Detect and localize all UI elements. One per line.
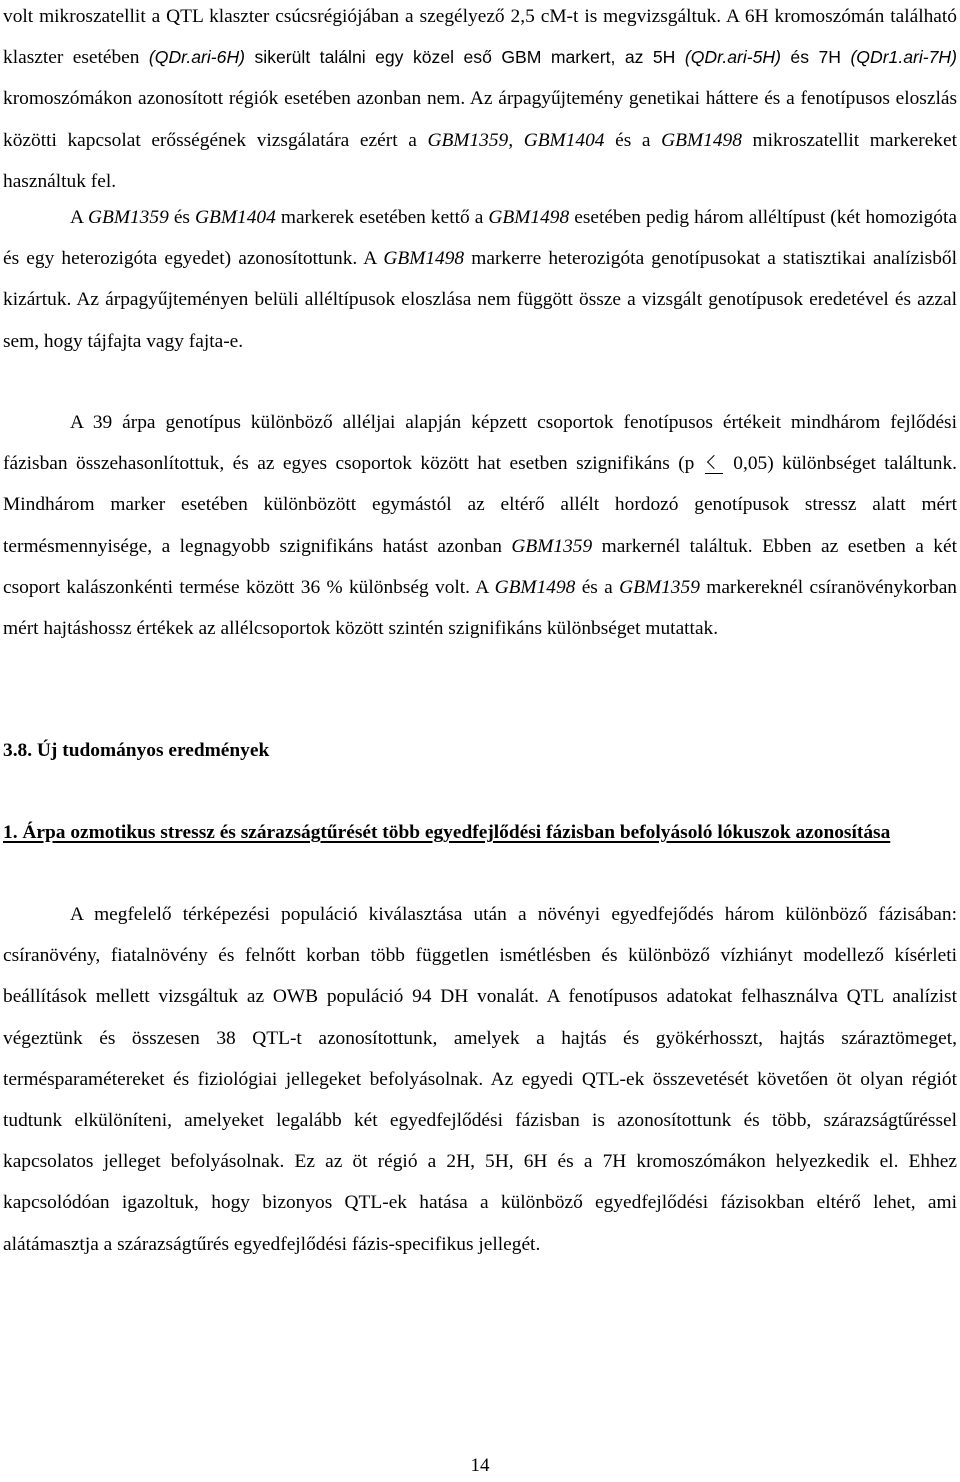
text-run: és a — [604, 129, 662, 151]
locus-name: (QDr.ari-6H) sikerült találni egy közel eső GBM markert, az 5H (QDr.ari-5H) és 7H (QDr1.ari-7H) — [148, 47, 957, 68]
marker-name: GBM1359 — [619, 576, 700, 598]
marker-name: GBM1498 — [494, 576, 576, 598]
marker-name: GBM1498 — [488, 207, 570, 228]
text-run: markerre heterozigóta genotípusokat a statisztikai analízisből kizártuk. Az árpagyűjteményen belüli alléltípusok eloszlása nem függött össze a vizsgált genotípusok eredetével és azzal sem, hogy tájfajta vagy fajta-e. — [3, 248, 957, 352]
text-run: esetében pedig három alléltípust (két homozigóta és egy heterozigóta egyedet) azonosítottunk. A — [3, 207, 957, 270]
marker-name: GBM1498 — [383, 248, 465, 270]
paragraph-phenotype-groups — [3, 402, 957, 649]
marker-name: GBM1498 — [661, 129, 742, 151]
paragraph-result-description: A megfelelő térképezési populáció kiválasztása után a növényi egyedfejődés három különböző fázisában: csíranövény, fiatalnövény és felnőtt korban több független ismétlésben és különböző vízhiányt modellező kísérleti beállítások mellett vizsgáltuk az OWB populáció 94 DH vonalát. A fenotípusos adatokat felhasználva QTL analízist végeztünk és összesen 38 QTL-t azonosítottunk, amelyek a hajtás és gyökérhosszt, hajtás száraztömeget, termésparamétereket és fiziológiai jellegeket befolyásolnak. Az egyedi QTL-ek összevetését követően öt olyan régiót tudtunk elkülöníteni, amelyeket legalább két egyedfejlődési fázisban is azonosítottunk és több, szárazságtűréssel kapcsolatos jelleget befolyásolnak. Ez az öt régió a 2H, 5H, 6H és a 7H kromoszómákon helyezkedik el. Ehhez kapcsolódóan igazoltuk, hogy bizonyos QTL-ek hatása a különböző egyedfejlődési fázisokban eltérő lehet, ami alátámasztja a szárazságtűrés egyedfejlődési fázis-specifikus jellegét. — [3, 904, 957, 1255]
section-heading: 3.8. Új tudományos eredmények — [3, 740, 270, 761]
page-number: 14 — [470, 1455, 490, 1476]
marker-name: GBM1404 — [195, 207, 276, 228]
paragraph-allele-types — [3, 197, 957, 362]
text-run: kromoszómákon azonosított régiók esetében azonban nem. Az árpagyűjtemény genetikai háttere és a fenotípusos eloszlás közötti kapcsolat erősségének vizsgálatára ezért a — [3, 88, 957, 151]
marker-name: GBM1359 — [87, 207, 169, 228]
text-run: A — [70, 207, 88, 228]
marker-name: GBM1359, GBM1404 — [427, 129, 605, 151]
text-run: mikroszatellit markereket használtuk fel. — [3, 129, 957, 192]
text-run: markernél találtuk. Ebben az esetben a két csoport kalászonkénti termése között 36 % különbség volt. A — [3, 535, 957, 598]
text-run: és a — [575, 576, 620, 598]
result-item-heading: 1. Árpa ozmotikus stressz és szárazságtűrését több egyedfejlődési fázisban befolyásoló lókuszok azonosítása — [3, 822, 891, 843]
marker-name: GBM1359 — [511, 535, 593, 557]
text-run: markerek esetében kettő a — [275, 207, 489, 228]
text-run: 0,05) különbséget találtunk. Mindhárom marker esetében különbözött egymástól az eltérő allélt hordozó genotípusok stressz alatt mért termésmennyisége, a legnagyobb szignifikáns hatást azonban — [3, 453, 957, 557]
less-than-or-equal-icon — [703, 454, 725, 470]
paragraph-qtl-cluster — [3, 0, 957, 202]
text-run: markereknél csíranövénykorban mért hajtáshossz értékek az allélcsoportok között szintén szignifikáns különbséget mutattak. — [3, 576, 957, 640]
text-run: volt mikroszatellit a QTL klaszter csúcsrégiójában a szegélyező 2,5 cM-t is megvizsgáltuk. A 6H kromoszómán található klaszter esetében — [3, 6, 957, 69]
text-run: és — [168, 207, 196, 228]
text-run: A 39 árpa genotípus különböző alléljai alapján képzett csoportok fenotípusos értékeit mindhárom fejlődési fázisban összehasonlítottuk, és az egyes csoportok között hat esetben szignifikáns (p — [3, 412, 957, 475]
